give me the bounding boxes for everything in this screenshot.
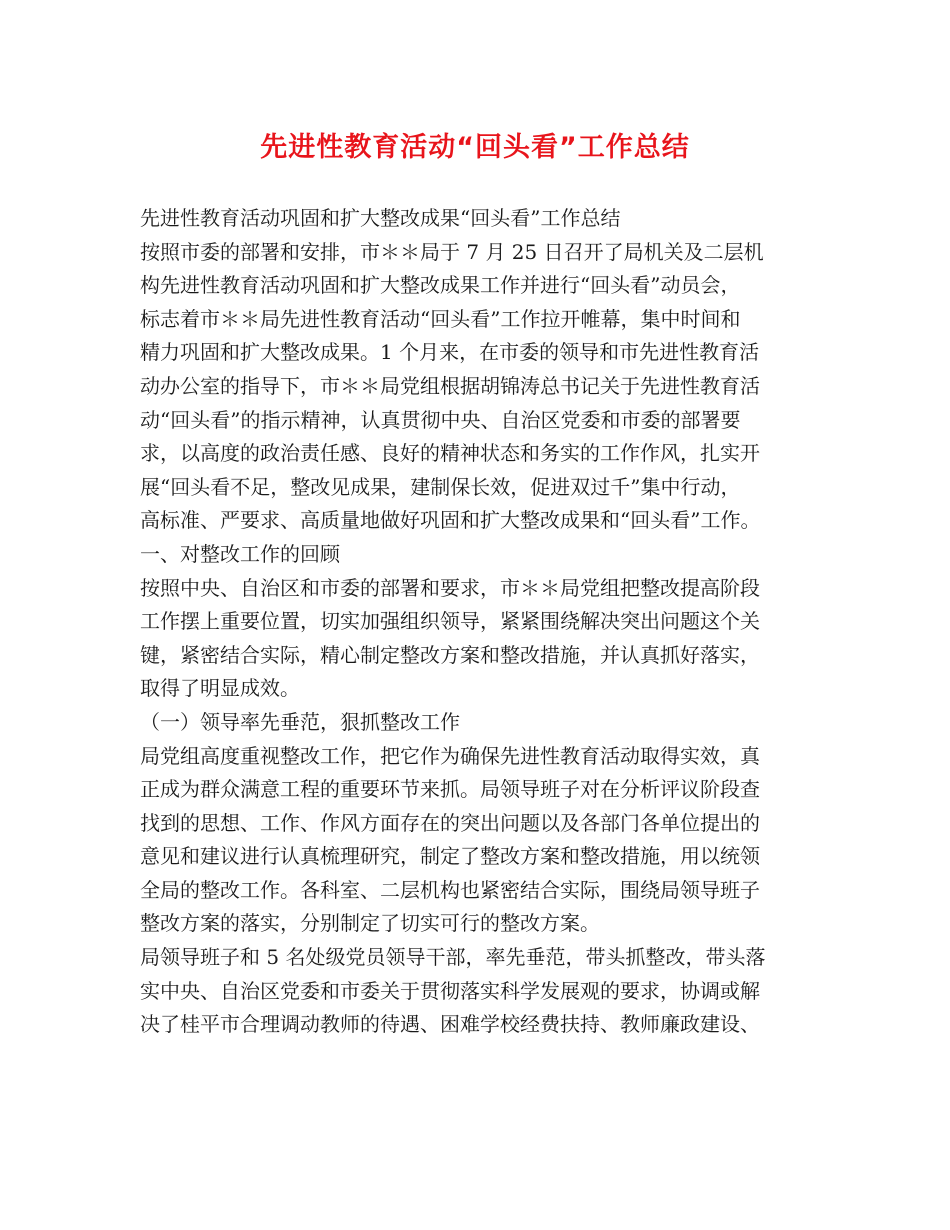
subsection-heading: （一）领导率先垂范，狠抓整改工作 bbox=[140, 709, 460, 734]
body-line: 决了桂平市合理调动教师的待遇、困难学校经费扶持、教师廉政建设、 bbox=[140, 1012, 760, 1037]
body-line: 实中央、自治区党委和市委关于贯彻落实科学发展观的要求，协调或解 bbox=[140, 978, 760, 1003]
body-line: 按照中央、自治区和市委的部署和要求，市＊＊局党组把整改提高阶段 bbox=[140, 575, 760, 600]
body-line: 键，紧密结合实际，精心制定整改方案和整改措施，并认真抓好落实， bbox=[140, 642, 760, 667]
body-line: 标志着市＊＊局先进性教育活动“回头看”工作拉开帷幕，集中时间和 bbox=[140, 306, 741, 331]
body-line: 高标准、严要求、高质量地做好巩固和扩大整改成果和“回头看”工作。 bbox=[140, 508, 761, 533]
body-line: 局领导班子和 5 名处级党员领导干部，率先垂范，带头抓整改，带头落 bbox=[140, 945, 766, 970]
body-line: 局党组高度重视整改工作，把它作为确保先进性教育活动取得实效，真 bbox=[140, 743, 760, 768]
body-line: 全局的整改工作。各科室、二层机构也紧密结合实际，围绕局领导班子 bbox=[140, 877, 760, 902]
body-line: 展“回头看不足，整改见成果，建制保长效，促进双过千”集中行动， bbox=[140, 474, 741, 499]
body-line: 正成为群众满意工程的重要环节来抓。局领导班子对在分析评议阶段查 bbox=[140, 777, 760, 802]
body-line: 求，以高度的政治责任感、良好的精神状态和务实的工作作风，扎实开 bbox=[140, 441, 760, 466]
document-body bbox=[140, 202, 830, 1042]
body-line: 动办公室的指导下，市＊＊局党组根据胡锦涛总书记关于先进性教育活 bbox=[140, 373, 760, 398]
body-line: 精力巩固和扩大整改成果。1 个月来，在市委的领导和市先进性教育活 bbox=[140, 340, 760, 365]
document-title: 先进性教育活动“回头看”工作总结 bbox=[260, 132, 690, 163]
body-line: 找到的思想、工作、作风方面存在的突出问题以及各部门各单位提出的 bbox=[140, 810, 760, 835]
body-line: 整改方案的落实，分别制定了切实可行的整改方案。 bbox=[140, 911, 600, 936]
body-line: 意见和建议进行认真梳理研究，制定了整改方案和整改措施，用以统领 bbox=[140, 844, 760, 869]
body-line: 先进性教育活动巩固和扩大整改成果“回头看”工作总结 bbox=[140, 206, 621, 230]
body-line: 按照市委的部署和安排，市＊＊局于 7 月 25 日召开了局机关及二层机 bbox=[140, 239, 764, 264]
body-line: 构先进性教育活动巩固和扩大整改成果工作并进行“回头看”动员会， bbox=[140, 273, 741, 298]
body-line: 取得了明显成效。 bbox=[140, 676, 300, 701]
section-heading: 一、对整改工作的回顾 bbox=[140, 541, 340, 566]
body-line: 动“回头看”的指示精神，认真贯彻中央、自治区党委和市委的部署要 bbox=[140, 407, 741, 432]
body-line: 工作摆上重要位置，切实加强组织领导，紧紧围绕解决突出问题这个关 bbox=[140, 609, 760, 634]
